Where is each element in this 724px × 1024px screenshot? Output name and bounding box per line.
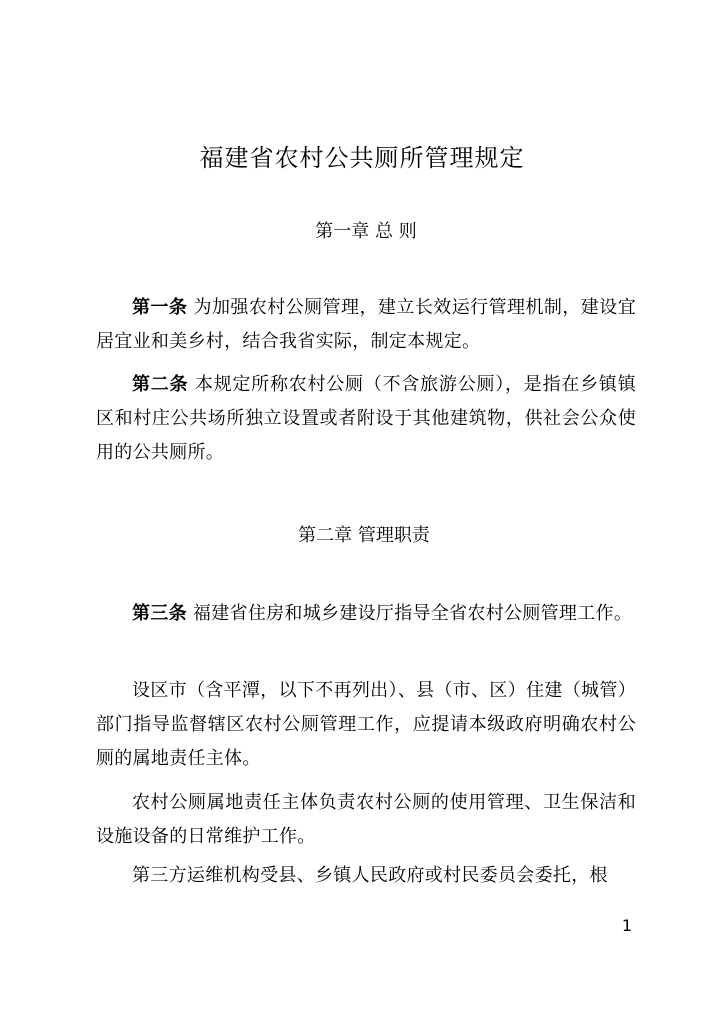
chapter-heading: 第一章 总 则 — [315, 221, 417, 242]
article-number: 第一条 — [132, 297, 188, 318]
paragraph — [96, 291, 636, 359]
paragraph-text: 为加强农村公厕管理，建立长效运行管理机制，建设宜居宜业和美乡村，结合我省实际，制定本规定。 — [96, 297, 636, 352]
page-number: 1 — [621, 916, 632, 935]
paragraph-text: 设区市（含平潭，以下不再列出）、县（市、区）住建（城管）部门指导监督辖区农村公厕管理工作，应提请本级政府明确农村公厕的属地责任主体。 — [96, 680, 636, 769]
paragraph-text: 福建省住房和城乡建设厅指导全省农村公厕管理工作。 — [186, 603, 633, 624]
paragraph — [96, 786, 636, 854]
paragraph — [96, 674, 636, 776]
chapter-heading: 第二章 管理职责 — [298, 525, 430, 546]
paragraph-text: 第三方运维机构受县、乡镇人民政府或村民委员会委托，根 — [132, 865, 608, 886]
paragraph-text: 农村公厕属地责任主体负责农村公厕的使用管理、卫生保洁和设施设备的日常维护工作。 — [96, 792, 636, 847]
paragraph — [96, 859, 636, 893]
article-number: 第二条 — [132, 374, 189, 395]
paragraph — [96, 597, 636, 631]
article-number: 第三条 — [132, 603, 187, 624]
paragraph — [96, 368, 636, 470]
paragraph-text: 本规定所称农村公厕（不含旅游公厕），是指在乡镇镇区和村庄公共场所独立设置或者附设于其他建筑物，供社会公众使用的公共厕所。 — [96, 374, 636, 463]
document-title: 福建省农村公共厕所管理规定 — [199, 144, 525, 172]
